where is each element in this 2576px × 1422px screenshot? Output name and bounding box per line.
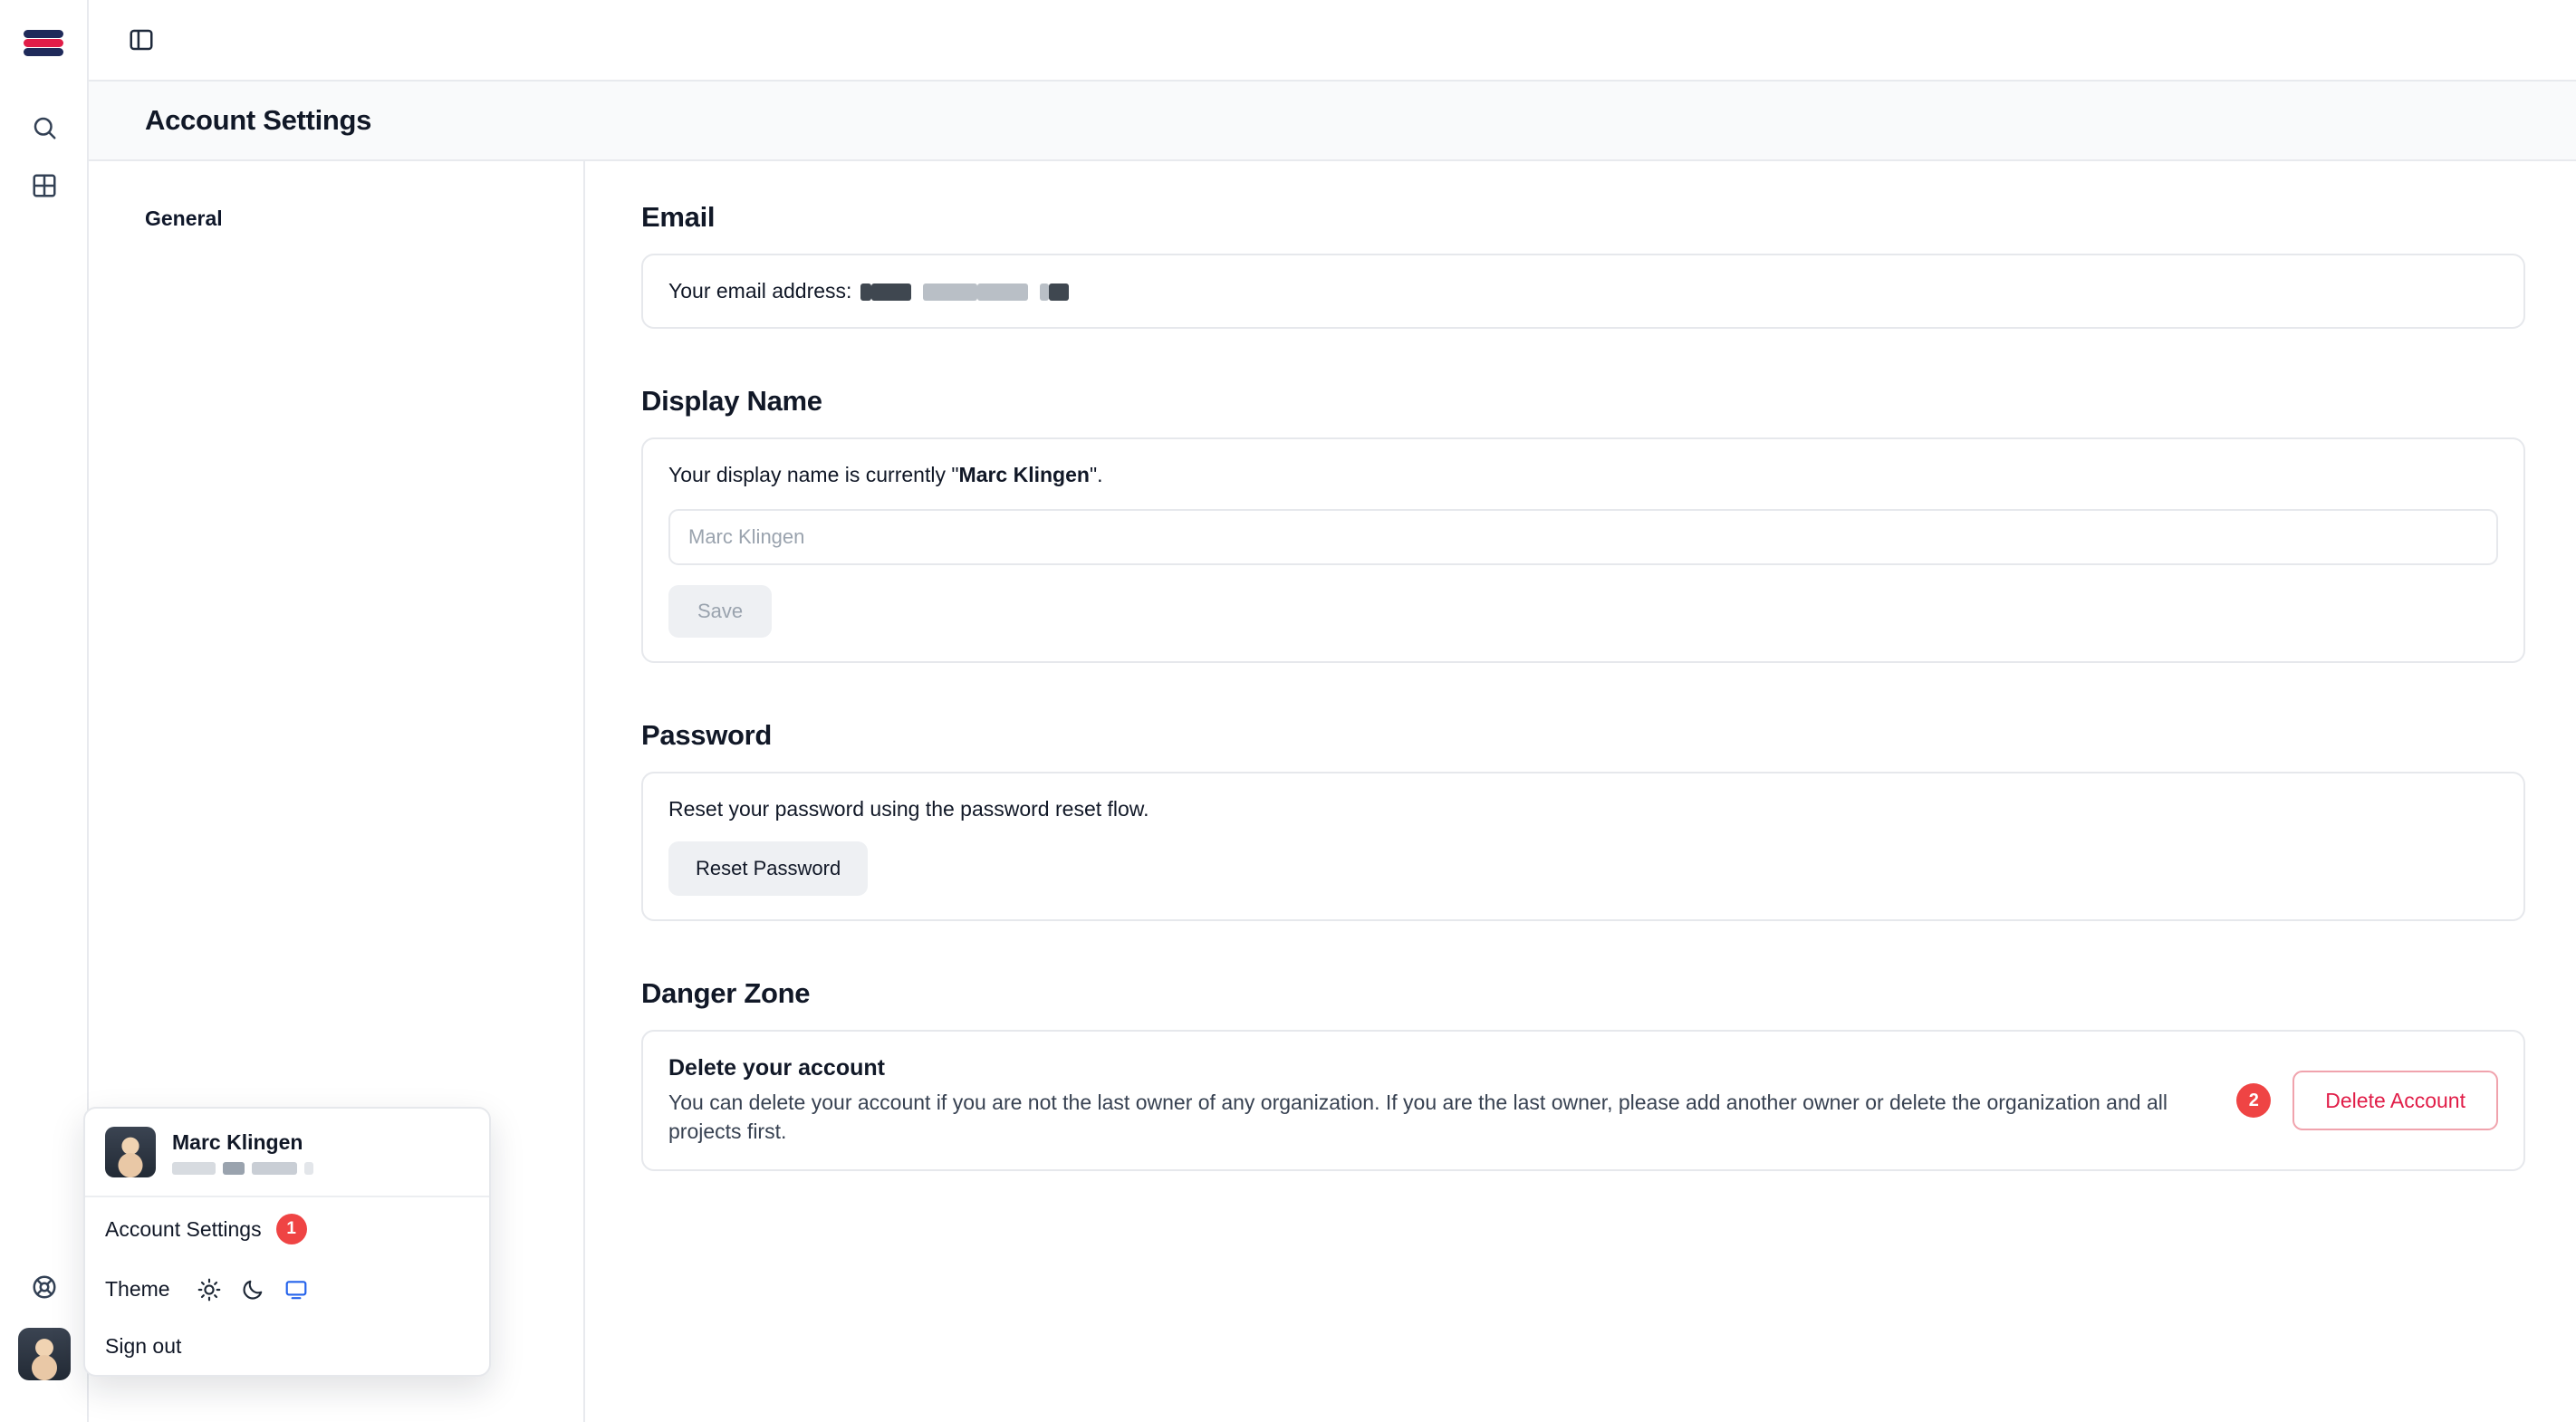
popover-avatar	[105, 1127, 156, 1177]
popover-user-row	[85, 1109, 489, 1197]
display-name-section-title: Display Name	[641, 385, 822, 417]
popover-sign-out-label: Sign out	[105, 1334, 182, 1358]
delete-account-button[interactable]: Delete Account	[2292, 1071, 2498, 1130]
search-icon[interactable]	[24, 107, 65, 149]
settings-content	[585, 161, 2576, 1422]
delete-account-text	[668, 1055, 2215, 1146]
popover-theme-label: Theme	[105, 1277, 170, 1301]
reset-password-button[interactable]: Reset Password	[668, 841, 868, 896]
icon-rail	[0, 0, 89, 1422]
support-icon[interactable]	[24, 1266, 65, 1308]
popover-theme-row	[85, 1261, 489, 1318]
display-name-card	[641, 437, 2525, 663]
display-name-current	[668, 463, 2498, 487]
email-value-redacted	[860, 279, 1069, 303]
page-title: Account Settings	[145, 104, 372, 136]
display-name-input[interactable]	[668, 509, 2498, 565]
logo-mark	[24, 29, 63, 58]
sidebar-item-general[interactable]: General	[145, 207, 223, 230]
theme-options	[197, 1278, 308, 1302]
password-description: Reset your password using the password reset flow.	[668, 797, 1149, 821]
email-section-title: Email	[641, 201, 716, 233]
projects-grid-icon[interactable]	[24, 165, 65, 207]
dark-icon[interactable]	[241, 1278, 264, 1302]
display-name-suffix: ".	[1089, 463, 1103, 486]
account-popover	[83, 1107, 491, 1377]
popover-account-settings-label: Account Settings	[105, 1216, 262, 1241]
popover-user-name: Marc Klingen	[172, 1130, 303, 1155]
popover-account-settings[interactable]	[85, 1197, 489, 1261]
system-icon[interactable]	[284, 1278, 308, 1302]
email-row	[668, 279, 2498, 303]
password-card	[641, 772, 2525, 921]
delete-account-heading: Delete your account	[668, 1055, 885, 1081]
sidebar-toggle-icon[interactable]	[116, 14, 167, 65]
avatar[interactable]	[18, 1328, 71, 1380]
step-badge-2: 2	[2236, 1083, 2271, 1118]
light-icon[interactable]	[197, 1278, 221, 1302]
email-label: Your email address:	[668, 279, 852, 303]
popover-sign-out[interactable]	[85, 1318, 489, 1375]
popover-user-email-redacted	[172, 1162, 313, 1175]
email-card	[641, 254, 2525, 329]
delete-account-description: You can delete your account if you are not the last owner of any organization. If you are the last owner, please add another owner or delete the organization and all projects first.	[668, 1091, 2167, 1143]
popover-avatar-image	[105, 1127, 156, 1177]
langfuse-logo-icon[interactable]	[20, 20, 67, 67]
delete-account-card	[641, 1030, 2525, 1171]
display-name-prefix: Your display name is currently "	[668, 463, 959, 486]
danger-zone-title: Danger Zone	[641, 977, 811, 1009]
top-bar	[89, 0, 2576, 82]
step-badge-1: 1	[276, 1214, 307, 1244]
save-button[interactable]: Save	[668, 585, 772, 638]
display-name-value: Marc Klingen	[958, 463, 1090, 486]
avatar-image	[18, 1328, 71, 1380]
password-section-title: Password	[641, 719, 773, 751]
popover-user-info	[172, 1129, 313, 1175]
page-header	[89, 82, 2576, 161]
